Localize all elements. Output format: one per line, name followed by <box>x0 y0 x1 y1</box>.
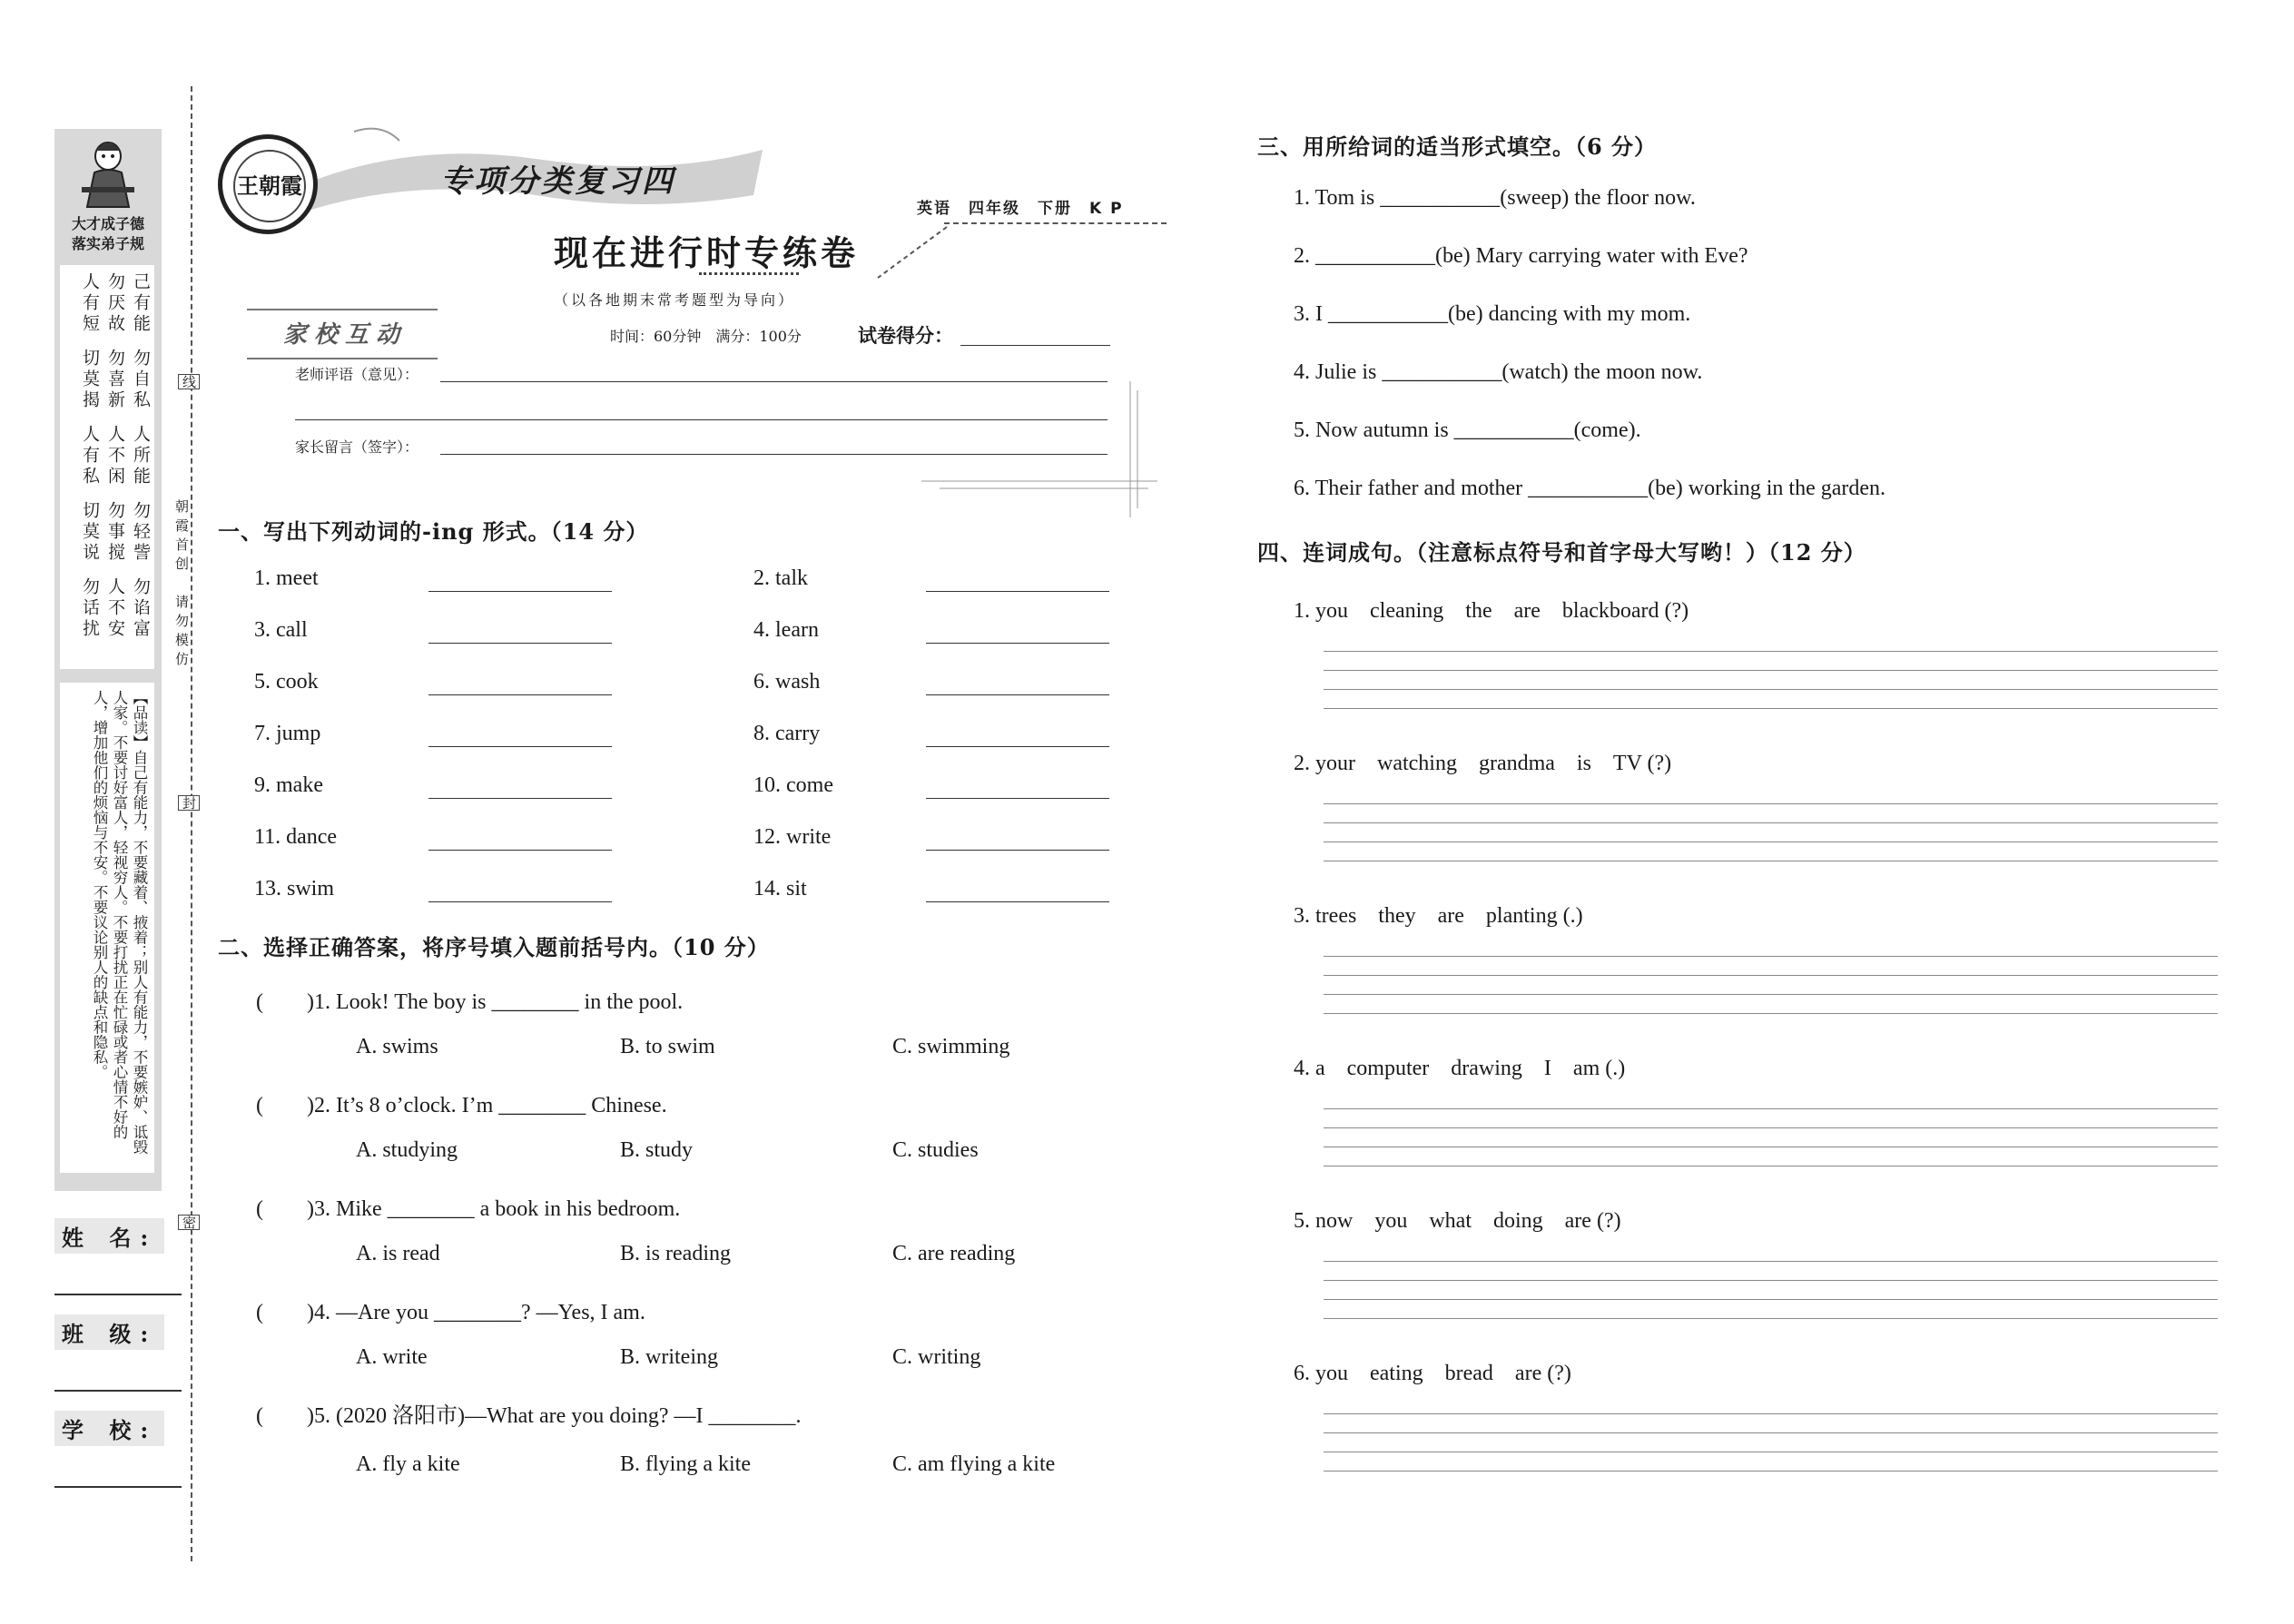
tags-slant-line <box>876 225 949 280</box>
s2-option-c: C. am flying a kite <box>892 1452 1056 1476</box>
s4-item: 4. a computer drawing I am (.) <box>1294 1057 1626 1080</box>
score-field[interactable] <box>960 345 1110 346</box>
motto-col: 人不闲 <box>105 425 125 487</box>
s4-writing-line[interactable] <box>1324 1318 2218 1319</box>
s4-writing-line[interactable] <box>1324 822 2218 823</box>
s4-writing-line[interactable] <box>1324 1127 2218 1128</box>
s1-item: 13. swim <box>254 877 335 901</box>
s1-item: 3. call <box>254 618 308 642</box>
s1-answer[interactable] <box>428 643 612 644</box>
s1-answer[interactable] <box>926 746 1109 747</box>
section4-title: 四、连词成句。（注意标点符号和首字母大写哟！）（12 分） <box>1257 539 1866 566</box>
motto-col: 人不安 <box>105 577 125 640</box>
s3-item: 1. Tom is ___________(sweep) the floor now. <box>1294 186 1696 210</box>
motto-col: 勿谄富 <box>131 577 151 640</box>
s1-item: 10. come <box>753 773 833 797</box>
s2-option-b: B. study <box>620 1138 694 1162</box>
s1-item: 1. meet <box>254 566 319 590</box>
s4-writing-line[interactable] <box>1324 1432 2218 1433</box>
s2-question: ( )1. Look! The boy is ________ in the pool. <box>256 990 684 1014</box>
s1-item: 11. dance <box>254 825 338 849</box>
s2-question: ( )4. —Are you ________? —Yes, I am. <box>256 1301 645 1324</box>
teacher-comment-label: 老师评语（意见）： <box>295 366 419 383</box>
s2-option-c: C. swimming <box>892 1035 1010 1058</box>
sidebar-motto-1: 大才成子德 <box>71 215 144 232</box>
s3-item: 5. Now autumn is ___________(come). <box>1294 418 1641 442</box>
s1-item: 14. sit <box>753 877 807 901</box>
motto-col: 勿事搅 <box>105 501 125 564</box>
s4-writing-line[interactable] <box>1324 1299 2218 1300</box>
cut-line <box>191 86 192 1561</box>
page-subtitle: （以各地期末常考题型为导向） <box>554 291 796 309</box>
school-field[interactable] <box>54 1486 182 1488</box>
s1-item: 5. cook <box>254 670 319 694</box>
name-label: 姓 名: <box>54 1218 164 1254</box>
s3-item: 2. ___________(be) Mary carrying water with Eve? <box>1294 244 1748 268</box>
header-corner-lines <box>921 381 1157 517</box>
page-title: 现在进行时专练卷 <box>554 232 860 273</box>
s4-writing-line[interactable] <box>1324 1280 2218 1281</box>
motto-col: 勿话扰 <box>80 577 100 640</box>
s4-item: 1. you cleaning the are blackboard (?) <box>1294 599 1689 623</box>
s1-answer[interactable] <box>428 850 612 851</box>
s4-writing-line[interactable] <box>1324 956 2218 957</box>
tags-dash-line <box>944 222 1167 224</box>
motto-col: 人有私 <box>80 425 100 487</box>
s4-writing-line[interactable] <box>1324 670 2218 671</box>
brand-logo <box>218 134 318 234</box>
s1-item: 12. write <box>753 825 832 849</box>
s4-writing-line[interactable] <box>1324 1108 2218 1109</box>
s4-writing-line[interactable] <box>1324 1261 2218 1262</box>
cut-mark: 线 <box>178 374 200 389</box>
sidebar-motto-box <box>60 265 154 669</box>
s1-answer[interactable] <box>926 591 1109 592</box>
s4-item: 3. trees they are planting (.) <box>1294 904 1583 928</box>
grade-tags: 英语 四年级 下册 K P <box>917 200 1124 218</box>
motto-col: 勿喜新 <box>105 349 125 411</box>
sidebar-motto-2: 落实弟子规 <box>71 235 144 252</box>
s2-option-a: A. write <box>356 1345 428 1369</box>
s2-question: ( )2. It’s 8 o’clock. I’m ________ Chinese. <box>256 1094 667 1117</box>
s2-option-b: B. writeing <box>620 1345 718 1369</box>
s2-option-a: A. swims <box>356 1035 438 1058</box>
motto-col: 切莫揭 <box>80 349 100 411</box>
s4-writing-line[interactable] <box>1324 1413 2218 1414</box>
motto-col: 勿轻訾 <box>131 501 151 564</box>
s4-writing-line[interactable] <box>1324 803 2218 804</box>
s3-item: 4. Julie is ___________(watch) the moon now. <box>1294 360 1703 384</box>
s4-item: 5. now you what doing are (?) <box>1294 1209 1621 1233</box>
s1-answer[interactable] <box>926 643 1109 644</box>
s2-option-c: C. studies <box>892 1138 979 1162</box>
s4-writing-line[interactable] <box>1324 689 2218 690</box>
s4-item: 6. you eating bread are (?) <box>1294 1362 1571 1385</box>
s2-question: ( )5. (2020 洛阳市)—What are you doing? —I ________. <box>256 1404 802 1428</box>
mascot-icon <box>82 136 134 209</box>
sidebar-reading-text: 【品读】自己有能力，不要藏着、掖着；别人有能力，不要嫉妒、诋毁人家。不要讨好富人，轻视穷人。不要打扰正在忙碌或者心情不好的人，增加他们的烦恼与不安。不要议论别人的缺点和隐私。 <box>91 690 148 1155</box>
motto-col: 人有短 <box>80 272 100 335</box>
s2-option-b: B. flying a kite <box>620 1452 751 1476</box>
name-field[interactable] <box>54 1294 182 1295</box>
s4-writing-line[interactable] <box>1324 994 2218 995</box>
motto-col: 勿自私 <box>131 349 151 411</box>
score-label: 试卷得分： <box>858 324 953 347</box>
motto-col: 切莫说 <box>80 501 100 564</box>
motto-col: 人所能 <box>131 425 151 487</box>
home-school-label: 家校互动 <box>283 321 408 349</box>
s3-item: 6. Their father and mother ___________(be) working in the garden. <box>1294 477 1886 500</box>
s4-writing-line[interactable] <box>1324 1013 2218 1014</box>
motto-col: 勿厌故 <box>105 272 125 335</box>
s4-item: 2. your watching grandma is TV (?) <box>1294 752 1672 775</box>
s1-item: 6. wash <box>753 670 821 694</box>
s2-option-c: C. writing <box>892 1345 981 1369</box>
s4-writing-line[interactable] <box>1324 708 2218 709</box>
s1-answer[interactable] <box>428 694 612 695</box>
s1-item: 4. learn <box>753 618 819 642</box>
s2-question: ( )3. Mike ________ a book in his bedroom. <box>256 1197 681 1221</box>
s1-answer[interactable] <box>428 901 612 902</box>
s3-item: 3. I ___________(be) dancing with my mom. <box>1294 302 1691 326</box>
s1-answer[interactable] <box>926 798 1109 799</box>
sidebar <box>54 129 162 1191</box>
s1-item: 8. carry <box>753 722 821 745</box>
s1-answer[interactable] <box>428 746 612 747</box>
sidebar-reading-box <box>60 683 154 1173</box>
section1-title: 一、写出下列动词的-ing 形式。（14 分） <box>218 518 649 545</box>
cut-note: 朝霞首创 <box>173 499 190 576</box>
s2-option-b: B. to swim <box>620 1035 715 1058</box>
cut-mark: 密 <box>178 1215 200 1230</box>
parent-comment-label: 家长留言（签字）： <box>295 438 419 456</box>
s2-option-a: A. is read <box>356 1242 440 1265</box>
class-field[interactable] <box>54 1390 182 1392</box>
cut-note: 请勿模仿 <box>173 595 190 671</box>
s1-answer[interactable] <box>926 694 1109 695</box>
section3-title: 三、用所给词的适当形式填空。（6 分） <box>1257 133 1658 160</box>
cut-mark: 封 <box>178 795 200 811</box>
section2-title: 二、选择正确答案，将序号填入题前括号内。（10 分） <box>218 934 770 960</box>
s2-option-b: B. is reading <box>620 1242 731 1265</box>
class-label: 班 级: <box>54 1314 164 1350</box>
series-title: 专项分类复习四 <box>440 163 675 200</box>
s2-option-a: A. fly a kite <box>356 1452 460 1476</box>
s1-item: 7. jump <box>254 722 321 745</box>
brand-logo-text: 王朝霞 <box>233 150 306 222</box>
s4-writing-line[interactable] <box>1324 975 2218 976</box>
title-dots <box>699 272 799 275</box>
s1-answer[interactable] <box>926 901 1109 902</box>
s1-item: 9. make <box>254 773 323 797</box>
exam-meta: 时间：60分钟 满分：100分 <box>610 328 802 345</box>
s1-answer[interactable] <box>926 850 1109 851</box>
s1-item: 2. talk <box>753 566 808 590</box>
s1-answer[interactable] <box>428 591 612 592</box>
s4-writing-line[interactable] <box>1324 651 2218 652</box>
motto-col: 己有能 <box>131 272 151 335</box>
s2-option-a: A. studying <box>356 1138 458 1162</box>
s1-answer[interactable] <box>428 798 612 799</box>
school-label: 学 校: <box>54 1411 164 1446</box>
s2-option-c: C. are reading <box>892 1242 1016 1265</box>
